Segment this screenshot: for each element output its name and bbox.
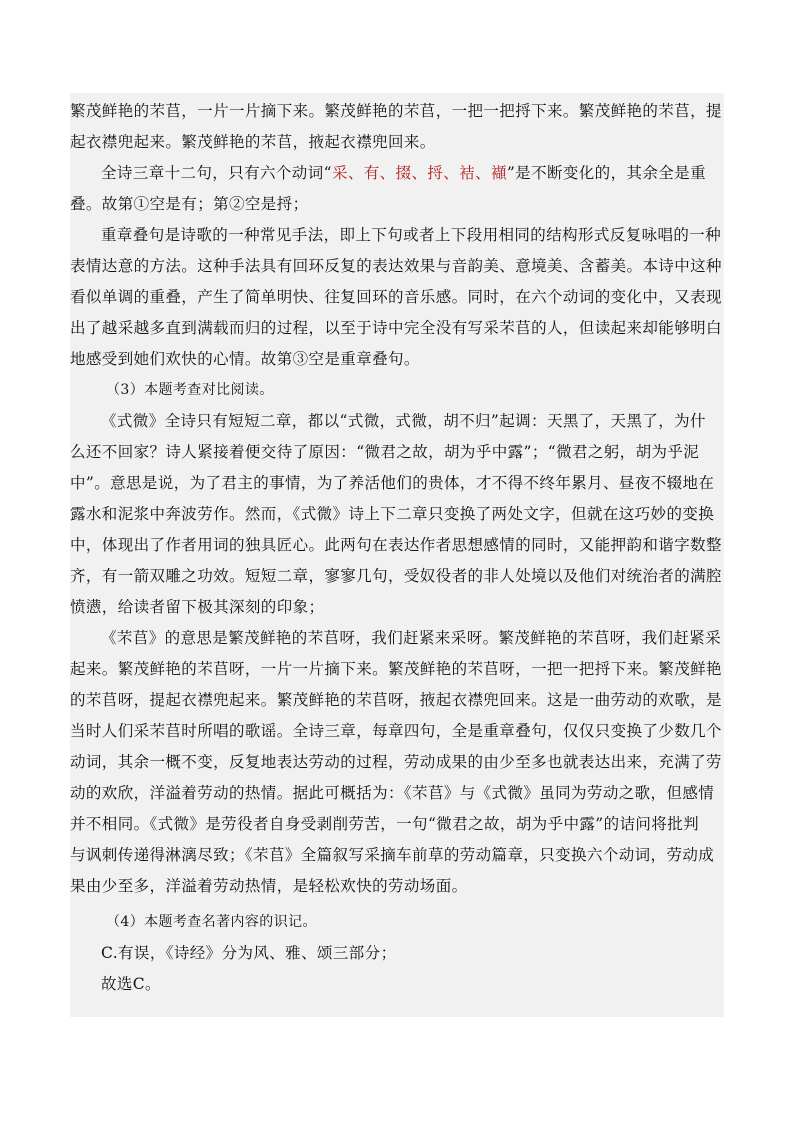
text-line: 齐，有一箭双雕之功效。短短二章，寥寥几句，受奴役者的非人处境以及他们对统治者的满腔	[70, 567, 722, 585]
answer-text-block	[70, 93, 724, 1017]
text-line: 果由少至多，洋溢着劳动热情，是轻松欢快的劳动场面。	[70, 877, 468, 895]
text-line: 与讽刺传递得淋漓尽致；《芣苢》全篇叙写采摘车前草的劳动篇章，只变换六个动词，劳动成	[70, 846, 715, 864]
text-line: C.有误，《诗经》分为风、雅、颂三部分；	[101, 944, 397, 962]
text-line: 繁茂鲜艳的芣苢，一片一片摘下来。繁茂鲜艳的芣苢，一把一把捋下来。繁茂鲜艳的芣苢，提	[70, 102, 722, 120]
text-line: 动的欢欣，洋溢着劳动的热情。据此可概括为：《芣苢》与《式微》虽同为劳动之歌，但感情	[70, 784, 715, 802]
text-line: 露水和泥浆中奔波劳作。然而，《式微》诗上下二章只变换了两处文字，但就在这巧妙的变换	[70, 505, 715, 523]
text-line: 中”。意思是说，为了君主的事情，为了养活他们的贵体，才不得不终年累月、昼夜不辍地在	[70, 474, 715, 492]
answer-line: 故选C。	[101, 975, 161, 993]
text-line: 么还不回家？诗人紧接着便交待了原因：“微君之故，胡为乎中露”；“微君之躬，胡为乎泥	[70, 443, 700, 461]
text-line: 的芣苢呀，提起衣襟兜起来。繁茂鲜艳的芣苢呀，掖起衣襟兜回来。这是一曲劳动的欢歌，是	[70, 691, 722, 709]
section-heading-4: （4）本题考查名著内容的识记。	[106, 914, 317, 930]
text-line: 表情达意的方法。这种手法具有回环反复的表达效果与音韵美、意境美、含蓄美。本诗中这种	[70, 257, 722, 275]
section-heading-3: （3）本题考查对比阅读。	[106, 382, 274, 398]
text-line: 并不相同。《式微》是劳役者自身受剥削劳苦，一句“微君之故，胡为乎中露”的诘问将批判	[70, 815, 700, 833]
text-line: 出了越采越多直到满载而归的过程，以至于诗中完全没有写采芣苢的人，但读起来却能够明白	[70, 319, 722, 337]
text-line: 全诗三章十二句，只有六个动词“采、有、掇、捋、袺、襭”是不断变化的，其余全是重	[101, 164, 706, 182]
text-line: 中，体现出了作者用词的独具匠心。此两句在表达作者思想感情的同时，又能押韵和谐字数整	[70, 536, 722, 554]
text-line: 起衣襟兜起来。繁茂鲜艳的芣苢，掖起衣襟兜回来。	[70, 133, 436, 151]
highlighted-verbs: 采、有、掇、捋、袺、襭	[331, 164, 507, 182]
text-line: 动词，其余一概不变，反复地表达劳动的过程，劳动成果的由少至多也就表达出来，充满了劳	[70, 753, 722, 771]
text-line: 《式微》全诗只有短短二章，都以“式微，式微，胡不归”起调：天黑了，天黑了，为什	[101, 412, 706, 430]
text-line: 《芣苢》的意思是繁茂鲜艳的芣苢呀，我们赶紧来采呀。繁茂鲜艳的芣苢呀，我们赶紧采	[101, 629, 722, 647]
text-line: 当时人们采芣苢时所唱的歌谣。全诗三章，每章四句，全是重章叠句，仅仅只变换了少数几个	[70, 722, 722, 740]
text-line: 起来。繁茂鲜艳的芣苢呀，一片一片摘下来。繁茂鲜艳的芣苢呀，一把一把捋下来。繁茂鲜艳	[70, 660, 722, 678]
text-line: 重章叠句是诗歌的一种常见手法，即上下句或者上下段用相同的结构形式反复咏唱的一种	[101, 226, 722, 244]
text-line: 地感受到她们欢快的心情。故第③空是重章叠句。	[70, 350, 420, 368]
text-line: 看似单调的重叠，产生了简单明快、往复回环的音乐感。同时，在六个动词的变化中，又表现	[70, 288, 722, 306]
text-line: 叠。故第①空是有；第②空是捋；	[70, 195, 309, 213]
text-line: 愤懑，给读者留下极其深刻的印象；	[70, 598, 325, 616]
